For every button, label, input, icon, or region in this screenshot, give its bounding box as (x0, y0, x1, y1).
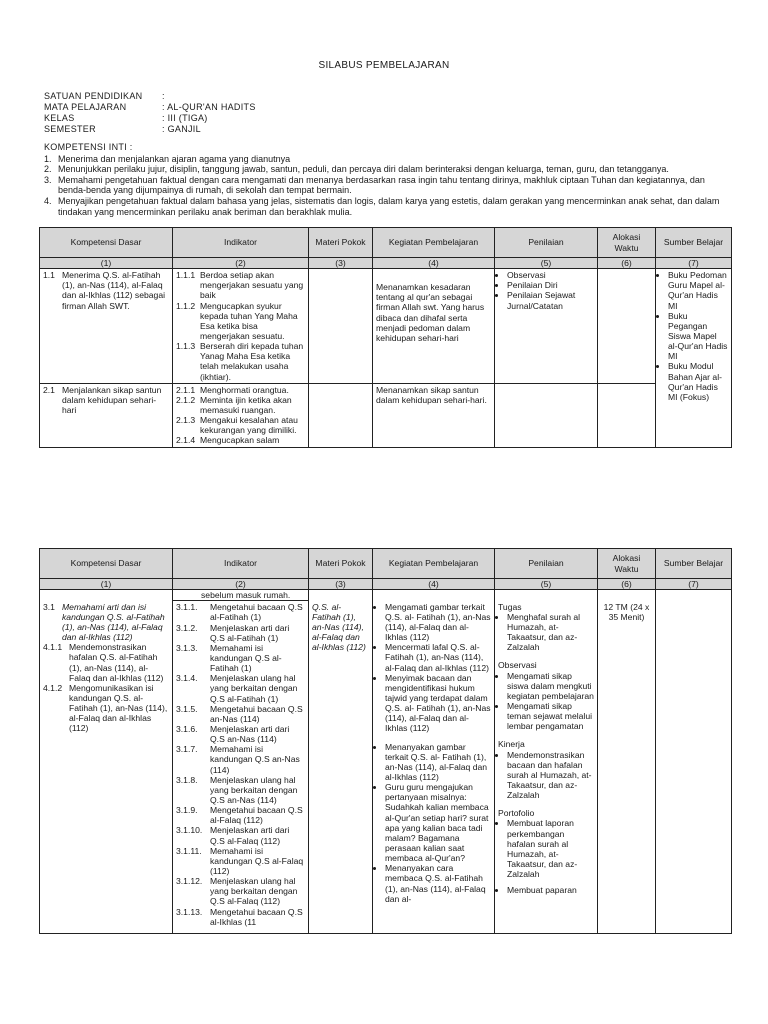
indicator-item (176, 385, 305, 395)
kd-text: Mengomunikasikan isi kandungan Q.S. al-Fatihah (1), an-Nas (114), al-Falaq dan al-Ikhlas (112) (69, 682, 168, 734)
indicator-item (176, 602, 305, 622)
penilaian-item: • Menghafal surah al Humazah, at-Takaatsur, dan az-Zalzalah (507, 612, 594, 653)
identity-label: KELAS (44, 113, 75, 123)
indicator-number: 3.1.10. (176, 825, 203, 836)
penilaian-item: • Penilaian Sejawat Jurnal/Catatan (507, 290, 594, 310)
indicator-item (176, 270, 305, 300)
table-row (40, 601, 732, 934)
kegiatan-text: Menanamkan sikap santun dalam kehidupan sehari-hari. (376, 384, 487, 405)
kd-cell (40, 269, 173, 384)
column-header: Materi Pokok (309, 549, 373, 579)
materi-cell (309, 601, 373, 934)
column-number: (2) (173, 579, 309, 590)
indicator-item (176, 744, 305, 774)
page-title: SILABUS PEMBELAJARAN (318, 60, 450, 71)
syllabus-table-2 (39, 548, 732, 934)
kegiatan-list (376, 742, 491, 904)
sumber-cell (656, 590, 732, 601)
penilaian-list (498, 671, 594, 732)
continuation-row (40, 590, 732, 601)
kegiatan-cell (373, 590, 495, 601)
indicator-number: 3.1.12. (176, 876, 203, 887)
materi-text: Q.S. al-Fatihah (1), an-Nas (114), al-Falaq dan al-Ikhlas (112) (312, 601, 366, 653)
kd-item (43, 270, 169, 311)
indicator-number: 1.1.1 (176, 270, 196, 281)
identity-label: SATUAN PENDIDIKAN (44, 91, 143, 101)
indicator-cell (173, 383, 309, 447)
alokasi-text: 12 TM (24 x 35 Menit) (603, 601, 650, 622)
sumber-item: • Buku Pegangan Siswa Mapel al-Qur'an Hadis MI (668, 311, 728, 362)
indicator-item (176, 395, 305, 415)
indicator-item (176, 301, 305, 342)
kd-cell (40, 590, 173, 601)
identity-row (44, 91, 256, 102)
syllabus-table-1 (39, 227, 732, 448)
ki-number: 3. (44, 174, 52, 185)
indicator-number: 3.1.1. (176, 602, 198, 613)
indicator-text: Menghormati orangtua. (200, 384, 289, 395)
indicator-item (176, 673, 305, 703)
indicator-number: 3.1.13. (176, 906, 203, 917)
kegiatan-item: • Menanyakan cara membaca Q.S. al-Fatihah (1), an-Nas (114), al-Falaq dan al- (385, 863, 491, 904)
kd-cell (40, 383, 173, 447)
indicator-text: Menjelaskan ulang hal yang berkaitan dengan Q.S al-Fatihah (1) (210, 673, 298, 704)
indicator-number: 3.1.2. (176, 622, 198, 633)
kd-number: 1.1 (43, 270, 55, 281)
table-header-row (40, 228, 732, 258)
ki-item (44, 154, 728, 165)
identity-row (44, 124, 256, 135)
column-number: (3) (309, 258, 373, 269)
ki-text: Memahami pengetahuan faktual dengan cara mengamati dan menanya berdasarkan rasa ingin tahu tentang dirinya, makhluk ciptaan Tuhan dan kegiatannya, dan benda-benda yang dijumpainya di rumah, di sekolah dan tempat bermain. (58, 174, 705, 196)
identity-row (44, 113, 256, 124)
column-header: Alokasi Waktu (598, 228, 656, 258)
ki-number: 1. (44, 153, 52, 164)
table-header-row (40, 549, 732, 579)
indicator-text: Berserah diri kepada tuhan Yanag Maha Esa ketika telah melakukan usaha (ikhtiar). (200, 341, 304, 382)
penilaian-list (498, 750, 594, 801)
indicator-number: 3.1.8. (176, 774, 198, 785)
column-number: (5) (495, 579, 598, 590)
indicator-number: 3.1.5. (176, 703, 198, 714)
column-header: Indikator (173, 228, 309, 258)
column-header: Sumber Belajar (656, 549, 732, 579)
indicator-item (176, 846, 305, 876)
column-number: (7) (656, 258, 732, 269)
penilaian-item: • Observasi (507, 270, 594, 280)
column-number: (1) (40, 579, 173, 590)
kd-number: 3.1 (43, 601, 55, 612)
indicator-number: 3.1.7. (176, 744, 198, 755)
penilaian-cell (495, 601, 598, 934)
kegiatan-item: • Mencermati lafal Q.S. al- Fatihah (1), an-Nas (114), al-Falaq dan al-Ikhlas (112) (385, 642, 491, 672)
ki-item (44, 196, 728, 217)
kd-text: Menerima Q.S. al-Fatihah (1), an-Nas (114), al-Falaq dan al-Ikhlas (112) sebagai firman Allah SWT. (62, 270, 166, 311)
indicator-item (176, 775, 305, 805)
indicator-text: Mengetahui bacaan Q.S al-Falaq (112) (210, 805, 303, 826)
kd-number: 4.1.2 (43, 682, 63, 693)
penilaian-list (498, 270, 594, 311)
sumber-list (659, 270, 728, 402)
materi-cell (309, 590, 373, 601)
indicator-cell (173, 601, 309, 934)
ki-number: 4. (44, 196, 52, 207)
column-number: (1) (40, 258, 173, 269)
kd-item (43, 385, 169, 415)
identity-value: : III (TIGA) (162, 113, 208, 123)
kegiatan-cell (373, 383, 495, 447)
kd-number: 4.1.1 (43, 642, 63, 653)
indicator-item (176, 643, 305, 673)
column-number: (5) (495, 258, 598, 269)
kd-text: Menjalankan sikap santun dalam kehidupan sehari-hari (62, 384, 162, 415)
column-header: Kompetensi Dasar (40, 228, 173, 258)
indicator-item (176, 876, 305, 906)
kd-item (43, 683, 169, 734)
column-number: (3) (309, 579, 373, 590)
kegiatan-item: • Menanyakan gambar terkait Q.S. al- Fatihah (1), an-Nas (114), al-Falaq dan al-Ikhlas (112) (385, 742, 491, 783)
indicator-text: Menjelaskan ulang hal yang berkaitan dengan Q.S al-Falaq (112) (210, 876, 298, 907)
penilaian-heading: Observasi (498, 660, 537, 671)
column-number-row (40, 579, 732, 590)
indicator-text: Memahami isi kandungan Q.S al-Fatihah (1) (210, 642, 282, 674)
indicator-item (176, 341, 305, 382)
column-number: (6) (598, 258, 656, 269)
penilaian-cell (495, 383, 598, 447)
column-number: (4) (373, 258, 495, 269)
indicator-text: Mengucapkan salam (200, 435, 280, 446)
indicator-text: Menjelaskan arti dari Q.S al-Falaq (112) (210, 825, 290, 846)
table-row (40, 383, 732, 447)
sumber-cell (656, 269, 732, 448)
kd-cell (40, 601, 173, 934)
indicator-item (176, 907, 305, 927)
identity-value: : AL-QUR'AN HADITS (162, 102, 256, 112)
indicator-text: Mengucapkan syukur kepada tuhan Yang Maha Esa ketika bisa mengerjakan sesuatu. (200, 300, 298, 341)
indicator-number: 2.1.3 (176, 415, 196, 426)
indicator-text: Memahami isi kandungan Q.S an-Nas (114) (210, 744, 300, 775)
ki-item (44, 164, 728, 175)
kompetensi-inti (44, 142, 728, 217)
indicator-item (176, 435, 305, 445)
kd-text: Memahami arti dan isi kandungan Q.S. al-Fatihah (1), an-Nas (114), al-Falaq dan al-Ikhlas (112) (62, 601, 165, 643)
indicator-text: Menjelaskan ulang hal yang berkaitan dengan Q.S an-Nas (114) (210, 774, 298, 805)
indicator-item (176, 623, 305, 643)
indicator-text: Menjelaskan arti dari Q.S al-Fatihah (1) (210, 622, 290, 643)
ki-number: 2. (44, 164, 52, 175)
indicator-text: Meminta ijin ketika akan memasuki ruangan. (200, 394, 292, 415)
kd-text: Mendemonstrasikan hafalan Q.S. al-Fatihah (1), an-Nas (114), al-Falaq dan al-Ikhlas (112) (69, 642, 164, 683)
spacer (498, 731, 594, 739)
indicator-text: Menjelaskan arti dari Q.S an-Nas (114) (210, 723, 290, 745)
column-number: (2) (173, 258, 309, 269)
penilaian-heading: Portofolio (498, 808, 535, 819)
column-header: Materi Pokok (309, 228, 373, 258)
ki-text: Menunjukkan perilaku jujur, disiplin, tanggung jawab, santun, peduli, dan percaya diri dalam berinteraksi dengan keluarga, teman, guru, dan tetangganya. (58, 164, 669, 175)
column-number-row (40, 258, 732, 269)
penilaian-heading: Kinerja (498, 739, 525, 750)
indicator-item (176, 805, 305, 825)
indicator-number: 2.1.4 (176, 435, 196, 446)
kd-number: 2.1 (43, 384, 55, 395)
column-header: Indikator (173, 549, 309, 579)
spacer (376, 734, 491, 742)
ki-text: Menyajikan pengetahuan faktual dalam bahasa yang jelas, sistematis dan logis, dalam karya yang estetis, dalam gerakan yang mencerminkan anak sehat, dan dalam tindakan yang mencerminkan perilaku anak beriman dan berakhlak mulia. (58, 196, 720, 217)
alokasi-cell (598, 269, 656, 384)
penilaian-heading: Tugas (498, 601, 522, 612)
column-header: Penilaian (495, 228, 598, 258)
sumber-item: • Buku Modul Bahan Ajar al-Qur'an Hadis MI (Fokus) (668, 361, 728, 402)
column-header: Kegiatan Pembelajaran (373, 549, 495, 579)
indicator-number: 2.1.2 (176, 394, 196, 405)
indicator-number: 3.1.4. (176, 673, 198, 684)
kegiatan-item: • Mengamati gambar terkait Q.S. al- Fatihah (1), an-Nas (114), al-Falaq dan al-Ikhlas (112) (385, 602, 491, 643)
alokasi-cell (598, 383, 656, 447)
penilaian-item: • Mengamati sikap siswa dalam mengkuti kegiatan pembelajaran (507, 671, 594, 701)
indicator-text: Mengetahui bacaan Q.S an-Nas (114) (210, 703, 303, 724)
penilaian-list (498, 612, 594, 653)
kd-item (43, 642, 169, 683)
column-header: Alokasi Waktu (598, 549, 656, 579)
materi-cell (309, 383, 373, 447)
materi-cell (309, 269, 373, 384)
penilaian-cell (495, 590, 598, 601)
penilaian-item: • Membuat paparan (507, 885, 594, 895)
indicator-item (176, 724, 305, 744)
column-header: Kompetensi Dasar (40, 549, 173, 579)
indicator-cell (173, 269, 309, 384)
indicator-number: 3.1.6. (176, 723, 198, 734)
column-header: Penilaian (495, 549, 598, 579)
identity-label: MATA PELAJARAN (44, 102, 127, 112)
kegiatan-cell (373, 269, 495, 384)
indicator-number: 3.1.3. (176, 642, 198, 653)
identity-value: : (162, 91, 165, 101)
continuation-text: sebelum masuk rumah. (173, 590, 309, 601)
indicator-number: 3.1.9. (176, 805, 198, 816)
indicator-text: Berdoa setiap akan mengerjakan sesuatu yang baik (200, 270, 304, 301)
penilaian-item: • Penilaian Diri (507, 280, 594, 290)
ki-text: Menerima dan menjalankan ajaran agama yang dianutnya (58, 153, 291, 164)
indicator-text: Mengetahui bacaan Q.S al-Ikhlas (11 (210, 906, 303, 927)
penilaian-item: • Membuat laporan perkembangan hafalan surah al Humazah, at-Takaatsur, dan az-Zalzalah (507, 818, 594, 879)
kegiatan-list (376, 602, 491, 734)
indicator-item (176, 415, 305, 435)
spacer (498, 652, 594, 660)
kegiatan-item: • Guru guru mengajukan pertanyaan misalnya: Sudahkah kalian membaca al-Qur'an setiap hari? surat apa yang kalian baca tadi malam? Bagamana perasaan kalian saat membaca al-Qur'an? (385, 782, 491, 863)
penilaian-list (498, 818, 594, 895)
penilaian-cell (495, 269, 598, 384)
kegiatan-cell (373, 601, 495, 934)
alokasi-cell (598, 590, 656, 601)
ki-item (44, 175, 728, 196)
indicator-text: Mengetahui bacaan Q.S al-Fatihah (1) (210, 602, 303, 623)
indicator-number: 2.1.1 (176, 384, 196, 395)
alokasi-cell (598, 601, 656, 934)
column-header: Sumber Belajar (656, 228, 732, 258)
table-row (40, 269, 732, 384)
kd-item (43, 602, 169, 643)
column-header: Kegiatan Pembelajaran (373, 228, 495, 258)
column-number: (7) (656, 579, 732, 590)
indicator-number: 1.1.3 (176, 341, 196, 352)
kegiatan-item: • Menyimak bacaan dan mengidentifikasi hukum tajwid yang terdapat dalam Q.S. al- Fatihah (1), an-Nas (114), al-Falaq dan al-Ikhlas (112) (385, 673, 491, 734)
identity-value: : GANJIL (162, 124, 201, 134)
indicator-item (176, 704, 305, 724)
kegiatan-text: Menanamkan kesadaran tentang al qur'an sebagai firman Allah swt. Yang harus dibaca dan dihafal serta menjadi pedoman dalam kehidupan sehari-hari (376, 282, 485, 343)
sumber-cell (656, 601, 732, 934)
identity-label: SEMESTER (44, 124, 96, 134)
indicator-text: Memahami isi kandungan Q.S al-Falaq (112) (210, 845, 304, 876)
penilaian-item: • Mengamati sikap teman sejawat melalui lembar pengamatan (507, 701, 594, 731)
column-number: (6) (598, 579, 656, 590)
column-number: (4) (373, 579, 495, 590)
ki-heading: KOMPETENSI INTI : (44, 142, 133, 152)
indicator-number: 1.1.2 (176, 300, 196, 311)
indicator-item (176, 825, 305, 845)
penilaian-item: • Mendemonstrasikan bacaan dan hafalan surah al Humazah, at-Takaatsur, dan az-Zalzalah (507, 750, 594, 801)
indicator-number: 3.1.11. (176, 845, 202, 856)
indicator-text: Mengakui kesalahan atau kekurangan yang dimiliki. (200, 415, 298, 436)
identity-row (44, 102, 256, 113)
identity-block (44, 91, 256, 135)
spacer (498, 800, 594, 808)
sumber-item: • Buku Pedoman Guru Mapel al-Qur'an Hadis MI (668, 270, 728, 311)
